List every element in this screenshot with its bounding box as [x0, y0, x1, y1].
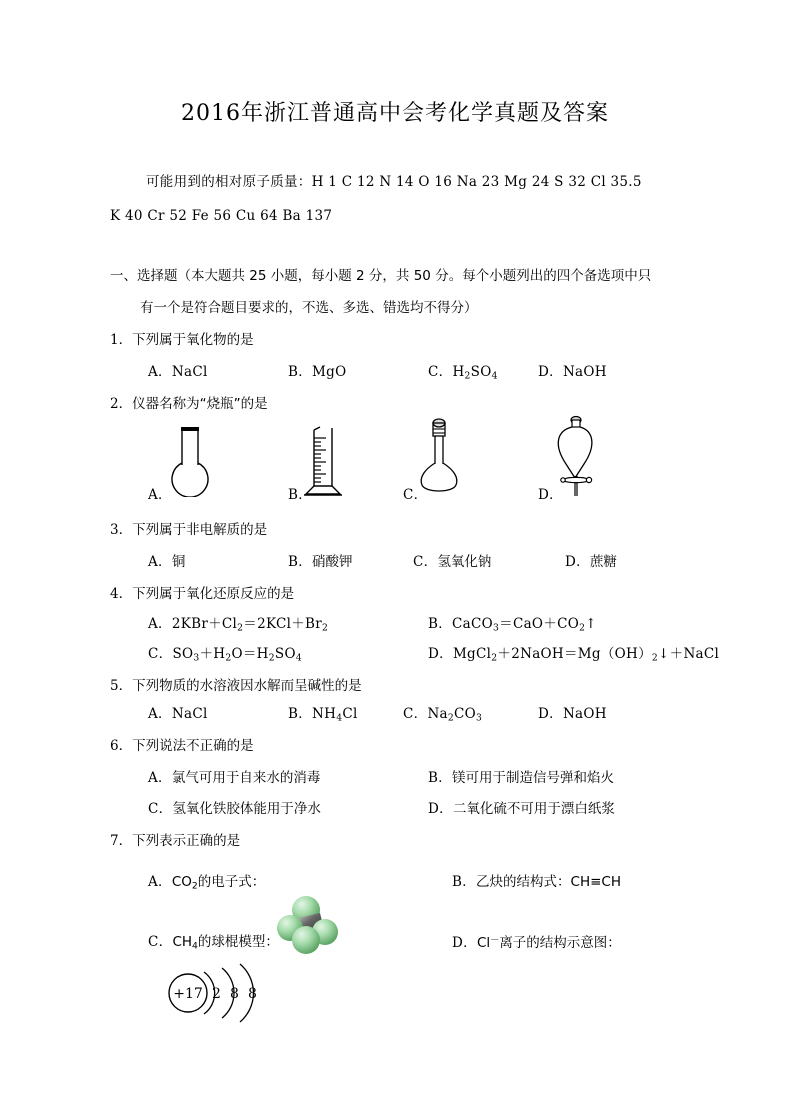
question-6-stem: 6．下列说法不正确的是 — [110, 738, 254, 754]
question-1-number: 1． — [110, 332, 133, 348]
question-3-number: 3． — [110, 522, 133, 538]
page-title: 2016年浙江普通高中会考化学真题及答案 — [181, 101, 609, 126]
question-4-option-a[interactable]: A．$2KBr+Cl_2=2KCl+Br_2$ — [148, 616, 329, 634]
ch4-ball-and-stick-model-icon — [268, 888, 344, 967]
question-2-option-c-label[interactable]: C． — [403, 487, 428, 503]
question-4-option-b[interactable]: B．$CaCO_3=CaO+CO_2↑$ — [428, 616, 597, 634]
question-7-stem: 7．下列表示正确的是 — [110, 833, 241, 849]
question-3-option-b[interactable]: B．硝酸钾 — [288, 554, 353, 570]
question-6-option-c[interactable]: C．氢氧化铁胶体能用于净水 — [148, 801, 321, 817]
question-3-option-c[interactable]: C．氢氧化钠 — [413, 554, 492, 570]
question-6-option-a[interactable]: A．氯气可用于自来水的消毒 — [148, 770, 321, 786]
question-1-option-c[interactable]: C．$H_2SO_4$ — [428, 364, 498, 382]
question-6-option-d[interactable]: D．二氧化硫不可用于漂白纸浆 — [428, 801, 615, 817]
question-7-option-c[interactable]: C．$CH_4$的球棍模型： — [148, 934, 279, 952]
atomic-mass-line-2: K 40 Cr 52 Fe 56 Cu 64 Ba 137 — [110, 208, 333, 224]
question-7-option-b[interactable]: B．乙炔的结构式：CH≡CH — [452, 874, 621, 890]
question-4-option-c[interactable]: C．$SO_3+H_2O=H_2SO_4$ — [148, 646, 302, 664]
volumetric-flask-icon — [412, 418, 466, 498]
question-5-option-b[interactable]: B．$NH_4Cl$ — [288, 706, 358, 724]
section-heading-line-2: 有一个是符合题目要求的，不选、多选、错选均不得分） — [140, 300, 478, 316]
question-2-option-b-label[interactable]: B． — [288, 487, 313, 503]
question-1-stem: 1．下列属于氧化物的是 — [110, 332, 254, 348]
question-5-option-c[interactable]: C．$Na_2CO_3$ — [403, 706, 483, 724]
question-3-option-d[interactable]: D．蔗糖 — [565, 554, 617, 570]
question-5-option-d[interactable]: D．NaOH — [538, 706, 607, 722]
question-1-option-d[interactable]: D．NaOH — [538, 364, 607, 380]
question-3-option-a[interactable]: A．铜 — [148, 554, 186, 570]
atomic-mass-line-1: 可能用到的相对原子质量：H 1 C 12 N 14 O 16 Na 23 Mg 24 S 32 Cl 35.5 — [146, 174, 642, 190]
question-5-option-a[interactable]: A．NaCl — [148, 706, 208, 722]
question-5-number: 5． — [110, 678, 133, 694]
question-1-option-a[interactable]: A．NaCl — [148, 364, 208, 380]
question-4-stem: 4．下列属于氧化还原反应的是 — [110, 586, 295, 602]
question-6-option-b[interactable]: B．镁可用于制造信号弹和焰火 — [428, 770, 615, 786]
question-6-number: 6． — [110, 738, 133, 754]
svg-text:+17: +17 — [173, 986, 203, 1002]
question-3-stem: 3．下列属于非电解质的是 — [110, 522, 268, 538]
question-2-number: 2． — [110, 396, 133, 412]
question-2-option-d-label[interactable]: D． — [538, 487, 563, 503]
question-7-number: 7． — [110, 833, 133, 849]
svg-text:8: 8 — [248, 986, 257, 1002]
question-7-option-a[interactable]: A．$CO_2$的电子式： — [148, 874, 266, 892]
question-1-option-b[interactable]: B．MgO — [288, 364, 347, 380]
question-2-stem: 2．仪器名称为“烧瓶”的是 — [110, 396, 268, 412]
section-heading-line-1: 一、选择题（本大题共 25 小题，每小题 2 分，共 50 分。每个小题列出的四个备选项中只 — [110, 268, 652, 284]
question-4-number: 4． — [110, 586, 133, 602]
question-7-option-d[interactable]: D．Cl－离子的结构示意图： — [452, 935, 621, 952]
svg-text:8: 8 — [230, 986, 239, 1002]
question-4-option-d[interactable]: D．$MgCl_2+2NaOH=Mg(OH)_2↓+NaCl$ — [428, 646, 720, 664]
question-2-option-a-label[interactable]: A． — [148, 487, 172, 503]
question-5-stem: 5．下列物质的水溶液因水解而呈碱性的是 — [110, 678, 362, 694]
chloride-ion-shell-diagram-icon — [160, 962, 290, 1029]
svg-text:2: 2 — [212, 986, 221, 1002]
